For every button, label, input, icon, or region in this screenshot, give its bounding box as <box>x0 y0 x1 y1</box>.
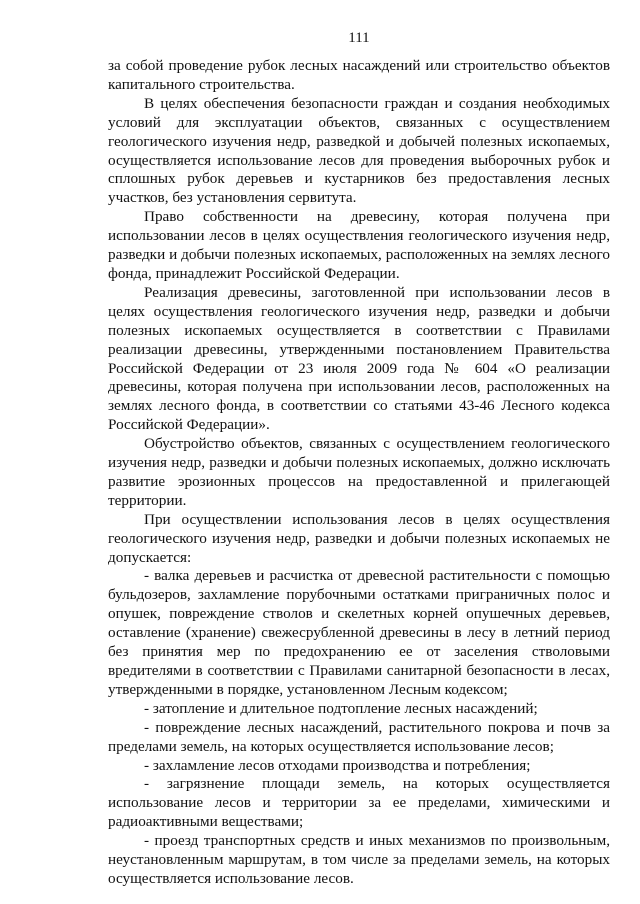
paragraph-1: за собой проведение рубок лесных насаждений или строительство объектов капитального строительства. <box>108 57 610 93</box>
list-item-5: - загрязнение площади земель, на которых осуществляется использование лесов и территории за ее пределами, химическими и радиоактивными веществами; <box>108 775 610 831</box>
paragraph-4: Реализация древесины, заготовленной при использовании лесов в целях осуществления геологического изучения недр, разведки и добычи полезных ископаемых осуществляется в соответствии с Правилами реализации древесины, утвержденными постановлением Правительства Российской Федерации от 23 июля 2009 года № 604 «О реализации древесины, которая получена при использовании лесов, расположенных на землях лесного фонда, в соответствии со статьями 43-46 Лесного кодекса Российской Федерации». <box>108 283 610 434</box>
page-number: 111 <box>348 30 370 46</box>
list-item-4: - захламление лесов отходами производства и потребления; <box>144 756 531 774</box>
paragraph-3: Право собственности на древесину, которая получена при использовании лесов в целях осуществления геологического изучения недр, разведки и добычи полезных ископаемых, расположенных на землях лесного фонда, принадлежит Российской Федерации. <box>108 208 610 282</box>
list-item-1: - валка деревьев и расчистка от древесной растительности с помощью бульдозеров, захламление порубочными остатками приграничных полос и опушек, повреждение стволов и скелетных корней опушечных деревьев, оставление (хранение) свежесрубленной древесины в лесу в летний период без принятия мер по предохранению ее от заселения стволовыми вредителями в соответствии с Правилами санитарной безопасности в лесах, утвержденными в порядке, установленном Лесным кодексом; <box>108 567 610 698</box>
list-item-6: - проезд транспортных средств и иных механизмов по произвольным, неустановленным маршрутам, в том числе за пределами земель, на которых осуществляется использование лесов. <box>108 832 610 887</box>
list-item-3: - повреждение лесных насаждений, растительного покрова и почв за пределами земель, на которых осуществляется использование лесов; <box>108 718 610 755</box>
paragraph-2: В целях обеспечения безопасности граждан и создания необходимых условий для эксплуатации объектов, связанных с осуществлением геологического изучения недр, разведкой и добычей полезных ископаемых, осуществляется использование лесов для проведения выборочных рубок и сплошных рубок деревьев и кустарников без предоставления лесных участков, без установления сервитута. <box>108 94 610 207</box>
document-page <box>108 28 610 889</box>
paragraph-5: Обустройство объектов, связанных с осуществлением геологического изучения недр, разведки и добычи полезных ископаемых, должно исключать развитие эрозионных процессов на предоставленной и прилегающей территории. <box>108 435 610 509</box>
list-item-2: - затопление и длительное подтопление лесных насаждений; <box>144 699 538 717</box>
paragraph-6: При осуществлении использования лесов в целях осуществления геологического изучения недр, разведки и добычи полезных ископаемых не допускается: <box>108 510 610 566</box>
